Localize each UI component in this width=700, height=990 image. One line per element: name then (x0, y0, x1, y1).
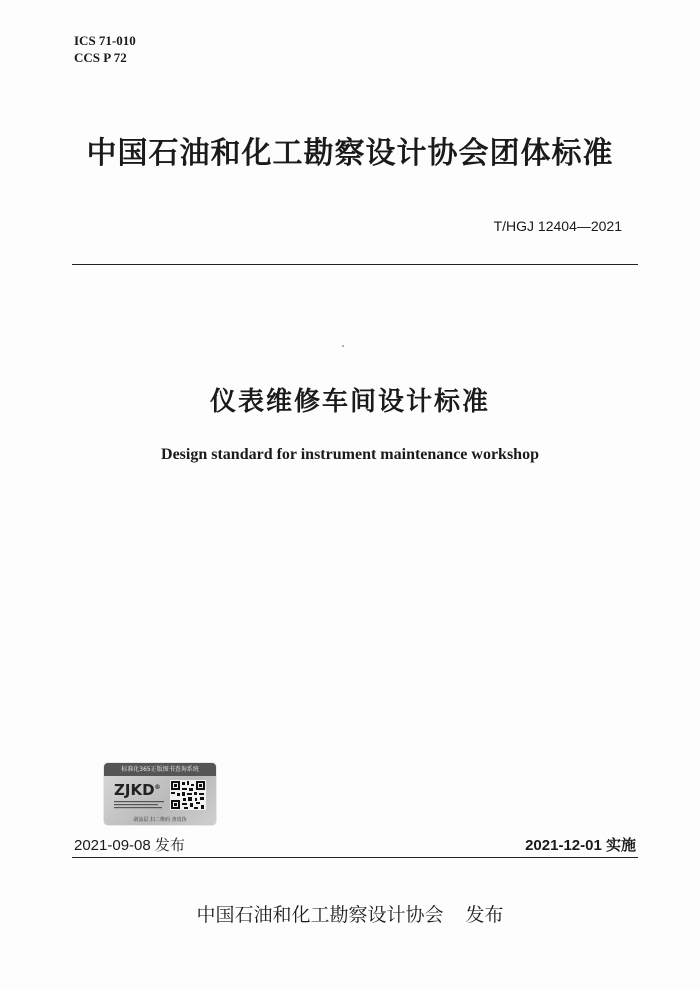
implement-date: 2021-12-01 实施 (525, 837, 636, 854)
publish-date: 2021-09-08 发布 (74, 837, 185, 854)
sticker-logo-text: ZJKD (114, 781, 155, 799)
sticker-logo (114, 781, 161, 799)
bottom-divider (72, 857, 638, 858)
ics-code: ICS 71-010 (74, 33, 136, 48)
ccs-code: CCS P 72 (74, 50, 127, 65)
sticker-fine-print (114, 800, 168, 810)
organization-standard-title: 中国石油和化工勘察设计协会团体标准 (86, 136, 614, 171)
classification-codes (74, 32, 136, 66)
speck (342, 345, 344, 347)
registered-mark: ® (154, 784, 161, 791)
anti-counterfeit-sticker (104, 763, 216, 825)
document-title-cn: 仪表维修车间设计标准 (209, 387, 490, 417)
qr-code-icon (170, 780, 206, 810)
document-title-en: Design standard for instrument maintenance workshop (161, 446, 539, 463)
standard-number: T/HGJ 12404—2021 (493, 218, 622, 234)
publish-word: 发布 (465, 904, 504, 926)
publisher-name: 中国石油和化工勘察设计协会 (196, 904, 444, 926)
sticker-footer: 刮涂层 扫二维码 查真伪 (133, 817, 187, 823)
sticker-band: 标准化365正版图书查询系统 (104, 763, 216, 776)
top-divider (72, 264, 638, 265)
publisher-line (0, 900, 700, 927)
